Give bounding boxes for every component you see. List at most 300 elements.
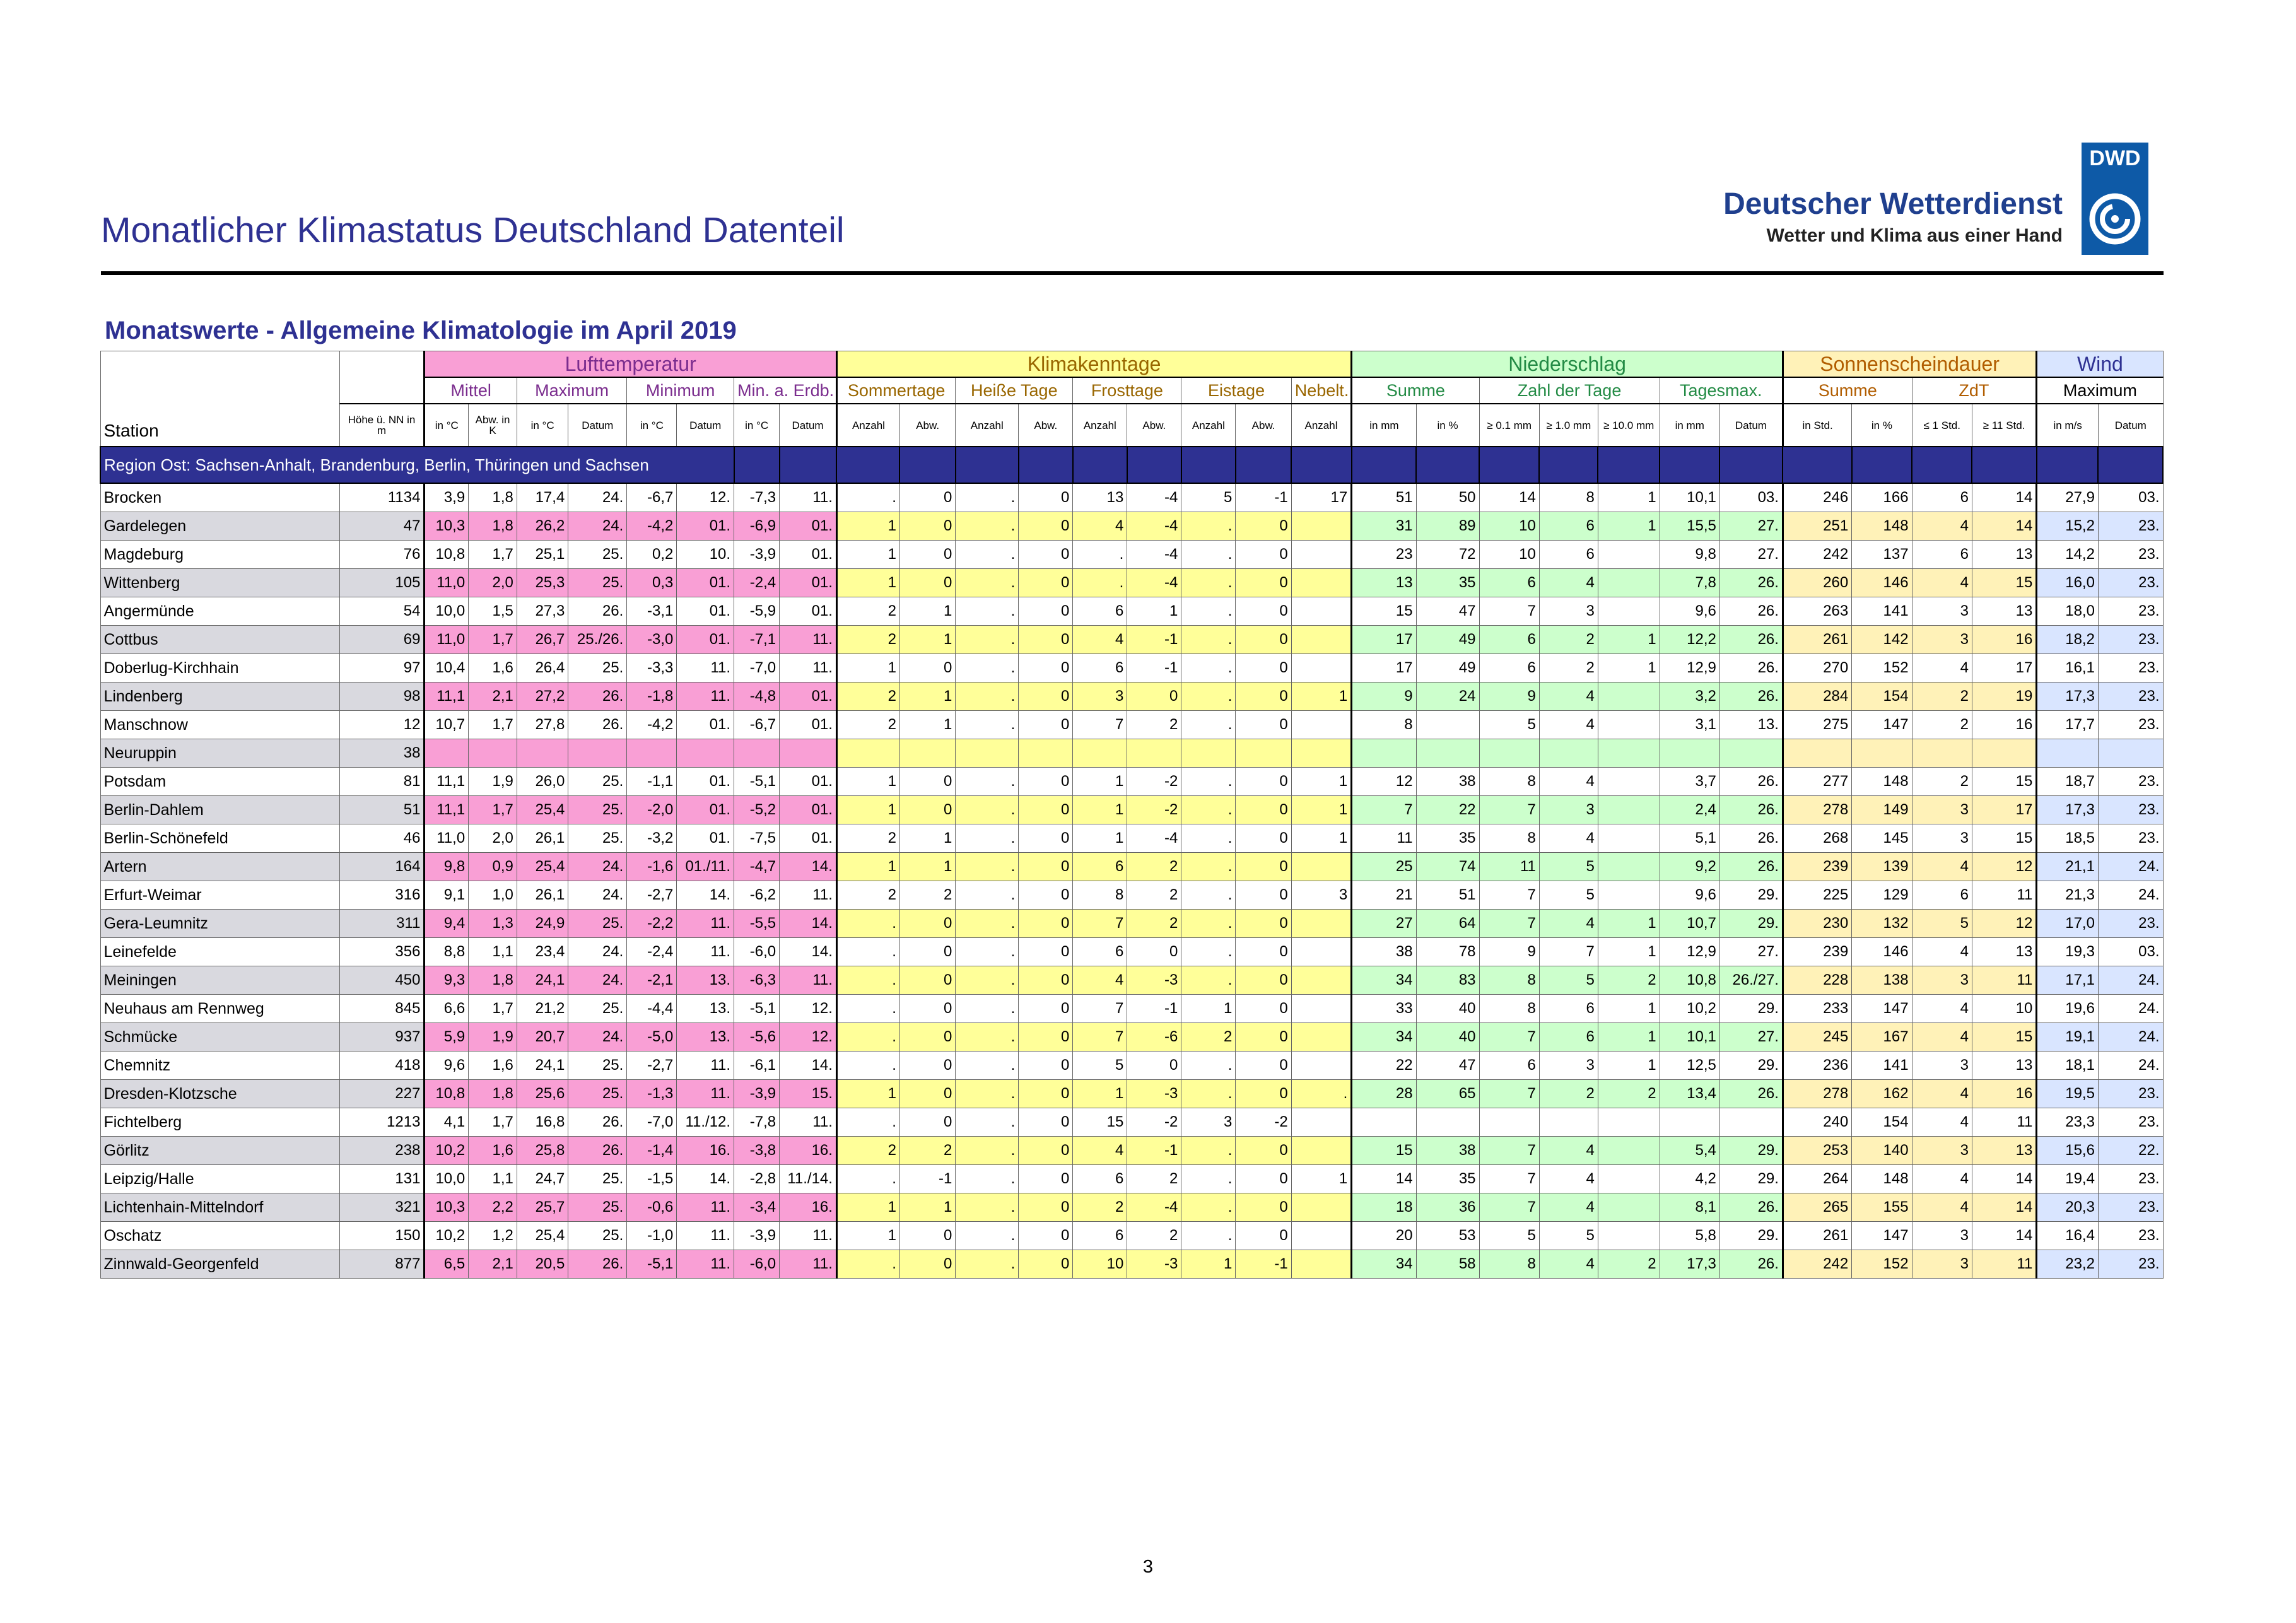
table-row [100, 995, 2163, 1023]
sub-header: Eistage [1181, 377, 1291, 404]
table-cell [956, 739, 1019, 768]
table-cell: 4 [1539, 768, 1598, 796]
table-cell: 6 [1073, 1165, 1127, 1193]
table-cell: 129 [1852, 881, 1912, 910]
table-cell: 2 [1127, 910, 1181, 938]
table-cell [1972, 739, 2036, 768]
table-cell: 16,4 [2037, 1222, 2099, 1250]
table-cell: . [1181, 569, 1236, 597]
sub-header: Sommertage [836, 377, 955, 404]
table-cell: 150 [339, 1222, 425, 1250]
station-name: Chemnitz [100, 1052, 339, 1080]
table-cell: 7 [1479, 881, 1539, 910]
table-cell: 69 [339, 626, 425, 654]
table-cell: 20,5 [517, 1250, 568, 1279]
table-cell: 0 [1236, 569, 1291, 597]
table-cell: 10,7 [1660, 910, 1719, 938]
table-cell: 0 [899, 541, 955, 569]
table-cell [1598, 1108, 1660, 1137]
station-name: Gera-Leumnitz [100, 910, 339, 938]
table-cell: -6,1 [734, 1052, 780, 1080]
table-cell: 5 [1539, 853, 1598, 881]
table-cell [1291, 1250, 1351, 1279]
table-cell: 14 [1972, 1222, 2036, 1250]
table-cell [1660, 739, 1719, 768]
region-filler [1912, 447, 1972, 483]
table-cell: . [836, 1023, 899, 1052]
table-cell: 83 [1416, 966, 1479, 995]
table-cell: 23. [2098, 1080, 2163, 1108]
table-cell: 01. [677, 796, 734, 824]
table-cell: 13 [1972, 938, 2036, 966]
station-name: Potsdam [100, 768, 339, 796]
table-cell: 26. [1719, 796, 1783, 824]
table-cell [425, 739, 469, 768]
table-cell: -2,0 [627, 796, 677, 824]
table-cell: 0 [1019, 597, 1073, 626]
table-cell: 0,9 [469, 853, 517, 881]
table-cell: 8 [1352, 711, 1416, 739]
table-cell: 10,8 [1660, 966, 1719, 995]
table-cell: 10,3 [425, 1193, 469, 1222]
table-cell: 19,1 [2037, 1023, 2099, 1052]
table-cell: 47 [1416, 1052, 1479, 1080]
station-name: Meiningen [100, 966, 339, 995]
table-cell: 18,5 [2037, 824, 2099, 853]
table-cell: 5 [1912, 910, 1972, 938]
table-cell: 7 [1073, 1023, 1127, 1052]
table-cell [1783, 739, 1851, 768]
table-cell: 0 [1019, 1108, 1073, 1137]
table-cell: 29. [1719, 1137, 1783, 1165]
table-cell: . [1073, 541, 1127, 569]
table-cell: 23. [2098, 1222, 2163, 1250]
table-cell [1291, 966, 1351, 995]
table-cell: 12. [677, 483, 734, 512]
table-cell: 26,1 [517, 824, 568, 853]
table-cell: 14 [1972, 512, 2036, 541]
table-cell: 4,2 [1660, 1165, 1719, 1193]
table-cell: 3 [1912, 626, 1972, 654]
table-cell: -2,8 [734, 1165, 780, 1193]
unit-header: Abw. in K [469, 404, 517, 447]
table-cell: 16 [1972, 711, 2036, 739]
table-cell: 2 [1127, 1222, 1181, 1250]
table-cell: 131 [339, 1165, 425, 1193]
table-cell: 7 [1479, 910, 1539, 938]
sub-header: ZdT [1912, 377, 2037, 404]
table-cell: 164 [339, 853, 425, 881]
table-cell: 7 [1479, 1165, 1539, 1193]
table-row [100, 1023, 2163, 1052]
table-cell: 154 [1852, 683, 1912, 711]
height-unit: Höhe ü. NN in m [339, 404, 425, 447]
table-cell: 15,6 [2037, 1137, 2099, 1165]
table-cell: 265 [1783, 1193, 1851, 1222]
region-filler [1416, 447, 1479, 483]
table-cell [1416, 1108, 1479, 1137]
table-cell: 25,1 [517, 541, 568, 569]
region-row [100, 447, 2163, 483]
table-cell: 19,6 [2037, 995, 2099, 1023]
table-cell: -6,3 [734, 966, 780, 995]
table-cell: 0 [1019, 683, 1073, 711]
table-cell: 26. [568, 683, 627, 711]
table-cell: 25. [568, 1052, 627, 1080]
table-cell: 2 [1598, 1250, 1660, 1279]
table-cell: . [956, 1165, 1019, 1193]
table-cell: 14. [780, 910, 837, 938]
table-cell: 10,8 [425, 1080, 469, 1108]
table-cell: 18 [1352, 1193, 1416, 1222]
table-cell: 12,9 [1660, 654, 1719, 683]
table-cell: 53 [1416, 1222, 1479, 1250]
table-cell: 27 [1352, 910, 1416, 938]
table-cell: 1,8 [469, 483, 517, 512]
table-cell: 01. [780, 512, 837, 541]
unit-header: Anzahl [1291, 404, 1351, 447]
table-cell: 23. [2098, 910, 2163, 938]
unit-header: Anzahl [836, 404, 899, 447]
table-cell: 5 [1539, 881, 1598, 910]
table-cell: . [956, 1108, 1019, 1137]
table-cell: -1,4 [627, 1137, 677, 1165]
table-cell: 38 [1416, 768, 1479, 796]
table-cell: 11,1 [425, 683, 469, 711]
station-name: Gardelegen [100, 512, 339, 541]
table-cell: 51 [1416, 881, 1479, 910]
table-cell: . [1181, 824, 1236, 853]
table-cell: 2 [1912, 683, 1972, 711]
table-cell: 29. [1719, 881, 1783, 910]
table-cell: 26. [1719, 597, 1783, 626]
table-cell: . [956, 541, 1019, 569]
sub-header: Zahl der Tage [1479, 377, 1660, 404]
region-filler [956, 447, 1019, 483]
table-cell: 239 [1783, 938, 1851, 966]
table-cell: 2 [1127, 711, 1181, 739]
table-cell: 7 [1539, 938, 1598, 966]
table-cell: 46 [339, 824, 425, 853]
table-row [100, 739, 2163, 768]
table-cell: 4 [1912, 1108, 1972, 1137]
sub-header: Tagesmax. [1660, 377, 1783, 404]
table-row [100, 512, 2163, 541]
table-cell: 1 [899, 853, 955, 881]
table-cell: 25. [568, 1222, 627, 1250]
station-name: Magdeburg [100, 541, 339, 569]
table-cell: 1,1 [469, 938, 517, 966]
station-name: Lindenberg [100, 683, 339, 711]
table-cell: 4 [1912, 1023, 1972, 1052]
table-cell: -1 [1236, 1250, 1291, 1279]
table-cell: 275 [1783, 711, 1851, 739]
table-cell [1598, 683, 1660, 711]
table-cell: 167 [1852, 1023, 1912, 1052]
table-cell [1598, 1137, 1660, 1165]
table-cell: 12,9 [1660, 938, 1719, 966]
table-cell: 245 [1783, 1023, 1851, 1052]
table-cell: 5 [1539, 966, 1598, 995]
table-cell: 4 [1912, 1165, 1972, 1193]
table-cell: 11. [677, 1080, 734, 1108]
table-cell: 0 [1019, 1052, 1073, 1080]
table-cell: 27. [1719, 541, 1783, 569]
table-cell: 01. [677, 711, 734, 739]
table-cell: 2 [1912, 768, 1972, 796]
table-cell: 01. [780, 768, 837, 796]
table-cell: 0 [1236, 910, 1291, 938]
table-cell: 25,3 [517, 569, 568, 597]
table-cell: 15 [1972, 569, 2036, 597]
region-filler [2037, 447, 2099, 483]
table-cell: 2 [836, 711, 899, 739]
station-name: Cottbus [100, 626, 339, 654]
region-filler [1479, 447, 1539, 483]
table-cell: 21,3 [2037, 881, 2099, 910]
table-cell: -4 [1127, 512, 1181, 541]
table-cell: 01. [677, 824, 734, 853]
table-cell: -6,7 [734, 711, 780, 739]
table-cell: 4 [1073, 1137, 1127, 1165]
table-cell [1291, 654, 1351, 683]
table-cell: . [1181, 853, 1236, 881]
table-cell: 03. [2098, 938, 2163, 966]
table-cell: 18,2 [2037, 626, 2099, 654]
region-filler [1852, 447, 1912, 483]
table-cell: -2,4 [627, 938, 677, 966]
table-cell [1291, 711, 1351, 739]
unit-header: in mm [1660, 404, 1719, 447]
table-cell: 3 [1912, 597, 1972, 626]
table-cell: 1 [1073, 768, 1127, 796]
station-name: Artern [100, 853, 339, 881]
table-cell: 10,1 [1660, 1023, 1719, 1052]
table-cell: 9,6 [425, 1052, 469, 1080]
table-cell: 13 [1972, 541, 2036, 569]
table-cell [1291, 626, 1351, 654]
table-cell: 140 [1852, 1137, 1912, 1165]
table-cell: 14,2 [2037, 541, 2099, 569]
table-cell: 0 [899, 654, 955, 683]
table-cell [1291, 1137, 1351, 1165]
table-cell: 15,2 [2037, 512, 2099, 541]
table-cell: 25,6 [517, 1080, 568, 1108]
table-cell: 0 [899, 1108, 955, 1137]
table-cell: 13 [1073, 483, 1127, 512]
table-cell: 8 [1479, 995, 1539, 1023]
table-cell [1719, 739, 1783, 768]
station-name: Leipzig/Halle [100, 1165, 339, 1193]
table-cell: . [956, 1193, 1019, 1222]
table-cell: -6 [1127, 1023, 1181, 1052]
table-cell: 263 [1783, 597, 1851, 626]
table-cell [1598, 1222, 1660, 1250]
table-cell: 15 [1073, 1108, 1127, 1137]
table-cell: 8 [1479, 824, 1539, 853]
table-cell: 24,1 [517, 1052, 568, 1080]
table-cell: 1 [1291, 796, 1351, 824]
table-cell: 0 [1019, 824, 1073, 853]
table-cell: 16 [1972, 626, 2036, 654]
table-cell: 240 [1783, 1108, 1851, 1137]
table-row [100, 541, 2163, 569]
table-cell: 4 [1539, 824, 1598, 853]
table-cell: 261 [1783, 626, 1851, 654]
table-cell: -1 [1127, 995, 1181, 1023]
table-cell: 1 [1181, 1250, 1236, 1279]
table-cell [1598, 569, 1660, 597]
table-cell: 26. [1719, 626, 1783, 654]
table-cell: -7,0 [734, 654, 780, 683]
table-cell: 11. [780, 626, 837, 654]
table-cell: 10,7 [425, 711, 469, 739]
table-cell: 65 [1416, 1080, 1479, 1108]
table-cell: 105 [339, 569, 425, 597]
table-cell: 0 [1236, 683, 1291, 711]
table-cell: 0 [1019, 768, 1073, 796]
table-cell: 11. [677, 910, 734, 938]
table-cell: 1 [836, 541, 899, 569]
table-cell: 148 [1852, 768, 1912, 796]
table-cell: 148 [1852, 512, 1912, 541]
table-cell: . [1181, 683, 1236, 711]
table-cell: 26. [1719, 569, 1783, 597]
table-cell: 2 [836, 1137, 899, 1165]
table-cell: 1 [1598, 512, 1660, 541]
table-cell [899, 739, 955, 768]
table-cell: 1 [899, 626, 955, 654]
table-cell: 1,7 [469, 626, 517, 654]
table-cell: 24. [2098, 1052, 2163, 1080]
table-cell: 7 [1479, 1023, 1539, 1052]
unit-header: Datum [1719, 404, 1783, 447]
table-cell: 1 [899, 597, 955, 626]
table-cell: 4 [1539, 1137, 1598, 1165]
table-cell: 3 [1539, 1052, 1598, 1080]
table-cell: 7 [1352, 796, 1416, 824]
table-cell [1291, 1052, 1351, 1080]
table-cell: -6,2 [734, 881, 780, 910]
table-cell: 21,1 [2037, 853, 2099, 881]
table-cell: 0 [1019, 1080, 1073, 1108]
table-cell: -1,5 [627, 1165, 677, 1193]
table-cell: 36 [1416, 1193, 1479, 1222]
table-cell: 6,5 [425, 1250, 469, 1279]
table-cell: 5 [1479, 1222, 1539, 1250]
table-cell: 27. [1719, 938, 1783, 966]
table-cell: -4 [1127, 541, 1181, 569]
table-row [100, 1108, 2163, 1137]
table-cell: 34 [1352, 1023, 1416, 1052]
table-cell: 49 [1416, 654, 1479, 683]
table-cell: . [836, 483, 899, 512]
table-cell: 7 [1479, 1137, 1539, 1165]
table-cell: 40 [1416, 995, 1479, 1023]
table-cell: 264 [1783, 1165, 1851, 1193]
table-cell: 238 [339, 1137, 425, 1165]
table-cell: 01. [780, 597, 837, 626]
table-cell: 15. [780, 1080, 837, 1108]
table-cell: -7,1 [734, 626, 780, 654]
table-cell: 0 [899, 483, 955, 512]
table-cell: 17 [1352, 654, 1416, 683]
table-cell: 1213 [339, 1108, 425, 1137]
table-cell: 10. [677, 541, 734, 569]
table-cell: 236 [1783, 1052, 1851, 1080]
table-cell: . [836, 910, 899, 938]
region-filler [780, 447, 837, 483]
table-cell: . [956, 966, 1019, 995]
table-cell: -2,7 [627, 1052, 677, 1080]
table-row [100, 966, 2163, 995]
table-cell: 2 [836, 683, 899, 711]
table-cell: 17 [1352, 626, 1416, 654]
table-cell: 16,8 [517, 1108, 568, 1137]
table-cell: 0 [1236, 626, 1291, 654]
table-cell: -3,9 [734, 1080, 780, 1108]
table-cell: 34 [1352, 1250, 1416, 1279]
table-cell: 1 [836, 1222, 899, 1250]
table-row [100, 654, 2163, 683]
region-filler [1352, 447, 1416, 483]
table-cell: 0 [1019, 512, 1073, 541]
table-cell: 15 [1352, 1137, 1416, 1165]
table-cell: -5,0 [627, 1023, 677, 1052]
table-cell: 2 [1539, 654, 1598, 683]
table-cell: 13,4 [1660, 1080, 1719, 1108]
station-name: Oschatz [100, 1222, 339, 1250]
table-cell: 17,3 [1660, 1250, 1719, 1279]
table-cell [1291, 938, 1351, 966]
logo-slogan: Wetter und Klima aus einer Hand [1766, 225, 2063, 246]
table-cell: 1 [1291, 768, 1351, 796]
table-cell: 51 [1352, 483, 1416, 512]
table-cell: 12. [780, 995, 837, 1023]
table-cell [1912, 739, 1972, 768]
table-cell: -4 [1127, 1193, 1181, 1222]
table-cell: -5,9 [734, 597, 780, 626]
table-cell: 26. [1719, 683, 1783, 711]
table-cell: 23. [2098, 626, 2163, 654]
table-cell [1539, 739, 1598, 768]
unit-header: in °C [517, 404, 568, 447]
table-cell: 26. [568, 1250, 627, 1279]
table-cell: 23. [2098, 768, 2163, 796]
table-cell: -7,3 [734, 483, 780, 512]
table-cell: 1 [836, 1193, 899, 1222]
table-cell: 3 [1539, 597, 1598, 626]
table-cell: 25. [568, 796, 627, 824]
table-cell: . [1181, 1165, 1236, 1193]
table-cell: 29. [1719, 1165, 1783, 1193]
table-cell: . [956, 1023, 1019, 1052]
table-cell: -3,0 [627, 626, 677, 654]
table-cell: 0 [1019, 881, 1073, 910]
table-cell: 6 [1073, 938, 1127, 966]
table-cell: . [956, 824, 1019, 853]
table-cell: 1 [836, 654, 899, 683]
table-cell: 7 [1479, 1080, 1539, 1108]
table-cell: . [956, 768, 1019, 796]
table-cell: 01. [677, 597, 734, 626]
table-cell: . [956, 597, 1019, 626]
table-cell: 138 [1852, 966, 1912, 995]
table-cell: 4 [1912, 938, 1972, 966]
table-cell: 6 [1479, 626, 1539, 654]
table-cell: 20 [1352, 1222, 1416, 1250]
table-cell: 01. [780, 569, 837, 597]
